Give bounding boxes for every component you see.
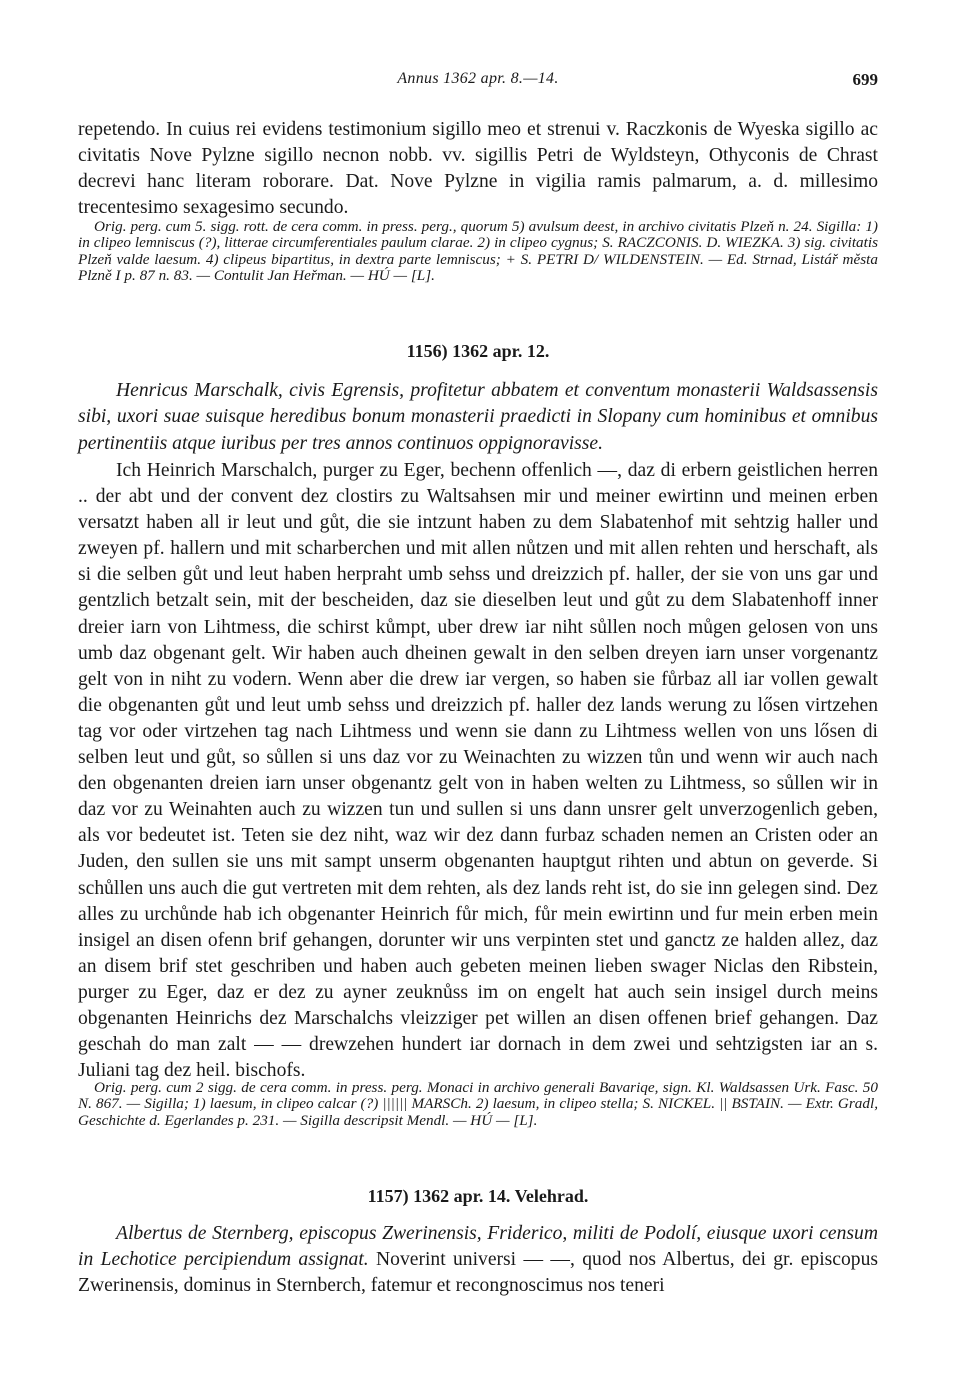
- document-heading-1157: 1157) 1362 apr. 14. Velehrad.: [367, 1186, 589, 1206]
- previous-document-text: repetendo. In cuius rei evidens testimonium sigillo meo et strenui v. Raczkonis de Wyeska sigillo ac civitatis Nove Pylzne sigillo necnon nobb. vv. sigillis Petri de Wyldsteyn, Othyconis de Chrast decrevi hanc literam roborare. Dat. Nove Pylzne in vigilia ramis palmarum, a. d. millesimo trecentesimo sexagesimo secundo.: [78, 119, 878, 219]
- running-head: Annus 1362 apr. 8.—14.: [397, 70, 559, 87]
- document-opening-1157: [78, 1221, 878, 1299]
- document-regest-1157: Albertus de Sternberg, episcopus Zwerinensis, Friderico, militi de Podolí, eiusque uxori censum in Lechotice percipiendum assignat.: [78, 1223, 878, 1271]
- document-heading-1156: 1156) 1362 apr. 12.: [406, 341, 550, 361]
- document-text-1156: Ich Heinrich Marschalch, purger zu Eger, bechenn offenlich —, daz di erbern geistlichen herren .. der abt und der convent dez clostirs zu Waltsahsen mir und meiner ewirtinn und meinen erben versatzt haben all ir leut und gůt, die sie intzunt haben zu dem Slabatenhof mit sehtzig haller und zweyen pf. hallern und mit scharberchen und mit allen nůtzen und mit allen rehten und herschaft, als si die selben gůt und leut haben herpraht umb sehss und dreizzich pf. haller, der sie von uns gar und gentzlich betzalt sein, mit der bescheiden, daz sie dieselben leut und gůt zu dem Slabatenhoff inner dreier iarn von Lihtmess, die schirst kůmpt, uber drew iar niht sůllen noch můgen gelosen von uns umb daz obgenant gelt. Wir haben auch dheinen gewalt in den selben dreyen iarn unser vorgenantz gelt von in niht zu vodern. Wenn aber die drew iar vergen, so haben sie fůrbaz all iar vollen gewalt die obgenanten gůt und leut umb sehss und dreizzich pf. haller dez lands werung zu lősen virtzehen tag vor oder virtzehen tag nach Lihtmess und wenn sie dann zu Lihtmess wellen von uns lősen di selben leut und gůt, so sůllen si uns daz vor zu Weinachten zu wizzen tůn und wenn wir auch nach den obgenanten dreien iarn unser obgenantz gelt von in haben welten zu Lihtmess, so sůllen wir in daz vor zu Weinahten auch zu wizzen tun und sullen si uns dann unsrer gelt unverzogenlich geben, als vor bedeutet ist. Teten sie dez niht, waz wir dez dann furbaz schaden nemen an Cristen oder an Juden, den sullen sie uns mit sampt unserm obgenanten hauptgut rihten und abtun on geverde. Si schůllen uns auch die gut vertreten mit dem rehten, als dez lands reht ist, do sie inn gelegen sind. Dez alles zu urchůnde hab ich obgenanter Heinrich fůr mich, fůr mein ewirtinn und fur mein erben mein insigel an disen ofenn brif gehangen, dorunter wir uns verpinten stet und ganctz ze halden allez, daz an disem brif stet geschriben und haben auch gebeten meinen lieben swager Niclas den Ribstein, purger zu Eger, daz er dez zu ayner zeuknůss im on engelt hat auch sein insigel durch meins obgenanten Heinrichs dez Marschalchs vleizziger pet willen an disen offenen brief gehangen. Daz geschah do man zalt — — drewzehen hundert iar dornach in dem zwei und sehtzigsten iar an s. Juliani tag dez heil. bischofs.: [78, 460, 878, 1082]
- document-note-1156: Orig. perg. cum 2 sigg. de cera comm. in press. perg. Monaci in archivo generali Bavariqe, sign. Kl. Waldsassen Urk. Fasc. 50 N. 867. — Sigilla; 1) laesum, in clipeo calcar (?) |||||| MARSCh. 2) laesum, in clipeo stella; S. NICKEL. || BSTAIN. — Extr. Gradl, Geschichte d. Egerlandes p. 231. — Sigilla descripsit Mendl. — HÚ — [L].: [78, 1079, 878, 1129]
- page-number: 699: [852, 70, 878, 89]
- document-text-1157: Noverint universi — —, quod nos Albertus, dei gr. episcopus Zwerinensis, dominus in Sternberch, fatemur et recongnoscimus nos teneri: [78, 1249, 878, 1297]
- document-regest-1156: Henricus Marschalk, civis Egrensis, profitetur abbatem et conventum monasterii Waldsassensis sibi, uxori suae suisque heredibus bonum monasterii praedicti in Slopany cum hominibus et omnibus pertinentiis atque iuribus per tres annos continuos oppignoravisse.: [78, 380, 878, 454]
- page-header: [78, 70, 878, 94]
- previous-document-note: Orig. perg. cum 5. sigg. rott. de cera comm. in press. perg., quorum 5) avulsum deest, in archivo civitatis Plzeň n. 24. Sigilla: 1) in clipeo lemniscus (?), litterae circumferentiales paulum clarae. 2) in clipeo cygnus; S. RACZCONIS. D. WIEZKA. 3) sig. civitatis Plzeň valde laesum. 4) clipeus bipartitus, in dextra parte lemniscus; + S. PETRI D/ WILDENSTEIN. — Ed. Strnad, Listář města Plzně I p. 87 n. 83. — Contulit Jan Heřman. — HÚ — [L].: [78, 218, 878, 285]
